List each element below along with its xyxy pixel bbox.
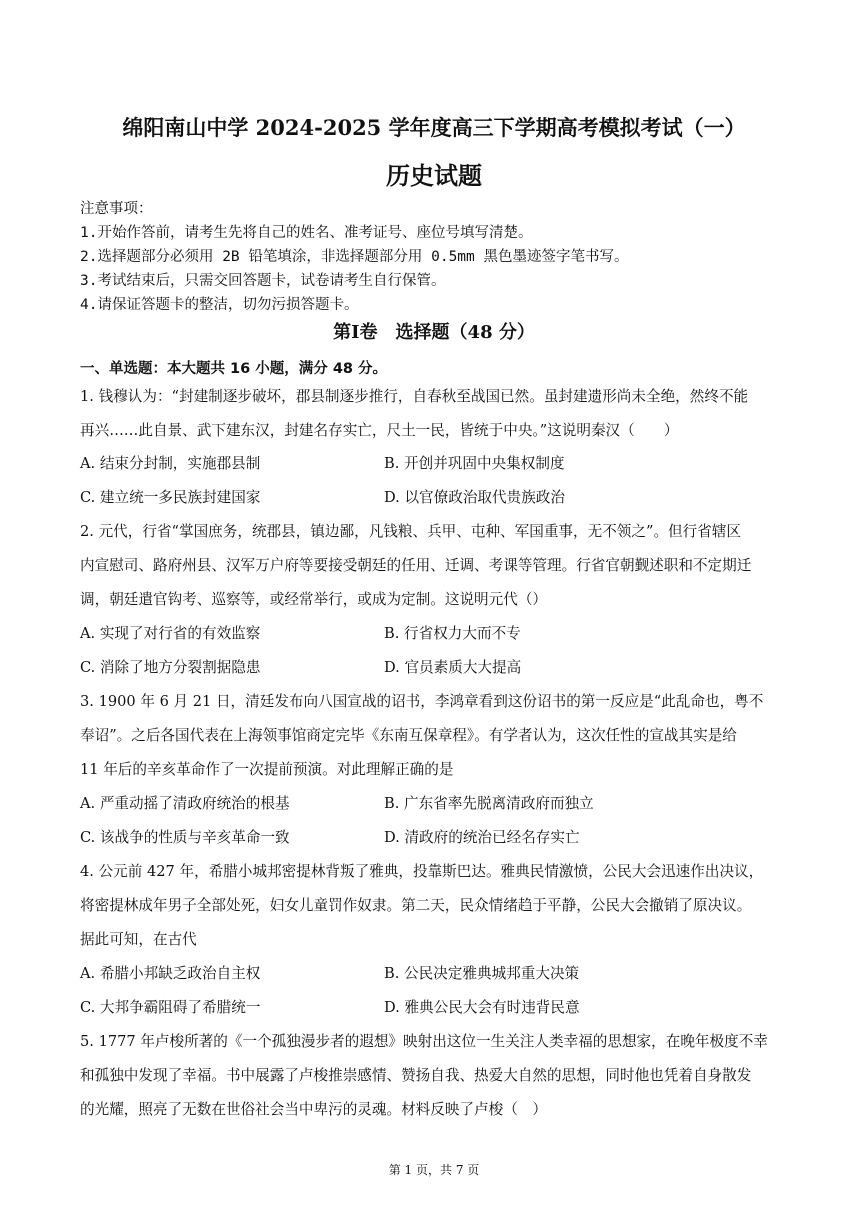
question-2-option-a: A. 实现了对行省的有效监察 [80, 625, 261, 642]
page-footer: 第 1 页，共 7 页 [388, 1163, 480, 1177]
question-line: 据此可知，在古代 [80, 931, 197, 948]
exam-title: 绵阳南山中学 2024-2025 学年度高三下学期高考模拟考试（一） [122, 115, 746, 140]
question-line: 2. 元代，行省“掌国庶务，统郡县，镇边鄙，凡钱粮、兵甲、屯种、军国重事，无不领之”。但行省辖区 [80, 523, 742, 540]
question-4-option-c: C. 大邦争霸阻碍了希腊统一 [80, 999, 261, 1016]
note-item: 1.开始作答前，请考生先将自己的姓名、准考证号、座位号填写清楚。 [80, 225, 533, 241]
question-1-option-c: C. 建立统一多民族封建国家 [80, 489, 261, 506]
question-4-option-d: D. 雅典公民大会有时违背民意 [384, 999, 580, 1016]
question-2-option-c: C. 消除了地方分裂割据隐患 [80, 659, 261, 676]
question-1-stem [80, 380, 792, 448]
question-line: 4. 公元前 427 年，希腊小城邦密提林背叛了雅典，投靠斯巴达。雅典民情激愤，公民大会迅速作出决议， [80, 863, 764, 880]
question-4-stem [80, 855, 792, 957]
question-2-option-d: D. 官员素质大大提高 [384, 659, 522, 676]
question-2-option-b: B. 行省权力大而不专 [384, 625, 521, 642]
section-title: 第Ⅰ卷 选择题（48 分） [333, 322, 535, 343]
question-line: 和孤独中发现了幸福。书中展露了卢梭推崇感情、赞扬自我、热爱大自然的思想，同时他也凭着自身散发 [80, 1067, 752, 1084]
note-item: 2.选择题部分必须用 2B 铅笔填涂，非选择题部分用 0.5mm 黑色墨迹签字笔书写。 [80, 249, 629, 265]
question-5-stem [80, 1025, 792, 1127]
notes-heading: 注意事项： [80, 201, 153, 217]
question-line: 的光耀，照亮了无数在世俗社会当中卑污的灵魂。材料反映了卢梭（ ） [80, 1101, 548, 1118]
question-line: 5. 1777 年卢梭所著的《一个孤独漫步者的遐想》映射出这位一生关注人类幸福的思想家，在晚年极度不幸 [80, 1033, 768, 1050]
question-1-option-b: B. 开创并巩固中央集权制度 [384, 455, 565, 472]
question-line: 1. 钱穆认为：“封建制逐步破坏，郡县制逐步推行，自春秋至战国已然。虽封建遗形尚未全绝，然终不能 [80, 388, 749, 405]
note-item: 3.考试结束后，只需交回答题卡，试卷请考生自行保管。 [80, 273, 446, 289]
question-3-stem [80, 685, 792, 787]
question-line: 再兴……此自景、武下建东汉，封建名存实亡，尺土一民，皆统于中央。”这说明秦汉（ ） [80, 422, 679, 439]
notes-block [80, 197, 800, 317]
question-3-option-a: A. 严重动摇了清政府统治的根基 [80, 795, 290, 812]
question-3-option-c: C. 该战争的性质与辛亥革命一致 [80, 829, 290, 846]
question-line: 将密提林成年男子全部处死，妇女儿童罚作奴隶。第二天，民众情绪趋于平静，公民大会撤销了原决议。 [80, 897, 752, 914]
question-1-option-a: A. 结束分封制，实施郡县制 [80, 455, 261, 472]
question-line: 奉诏”。之后各国代表在上海领事馆商定完毕《东南互保章程》。有学者认为，这次任性的宣战其实是给 [80, 727, 737, 744]
question-1-option-d: D. 以官僚政治取代贵族政治 [384, 489, 565, 506]
question-line: 内宣慰司、路府州县、汉军万户府等要接受朝廷的任用、迁调、考课等管理。行省官朝觐述职和不定期迁 [80, 557, 752, 574]
exam-subtitle: 历史试题 [386, 161, 482, 190]
question-3-option-d: D. 清政府的统治已经名存实亡 [384, 829, 580, 846]
note-item: 4.请保证答题卡的整洁，切勿污损答题卡。 [80, 297, 359, 313]
question-line: 11 年后的辛亥革命作了一次提前预演。对此理解正确的是 [80, 761, 454, 778]
question-line: 3. 1900 年 6 月 21 日，清廷发布向八国宣战的诏书，李鸿章看到这份诏书的第一反应是“此乱命也，粤不 [80, 693, 764, 710]
question-4-option-a: A. 希腊小邦缺乏政治自主权 [80, 965, 261, 982]
question-4-option-b: B. 公民决定雅典城邦重大决策 [384, 965, 580, 982]
question-3-option-b: B. 广东省率先脱离清政府而独立 [384, 795, 594, 812]
question-line: 调，朝廷遣官钩考、巡察等，或经常举行，或成为定制。这说明元代（） [80, 591, 548, 608]
part-heading: 一、单选题：本大题共 16 小题，满分 48 分。 [80, 361, 388, 377]
question-2-stem [80, 515, 792, 617]
